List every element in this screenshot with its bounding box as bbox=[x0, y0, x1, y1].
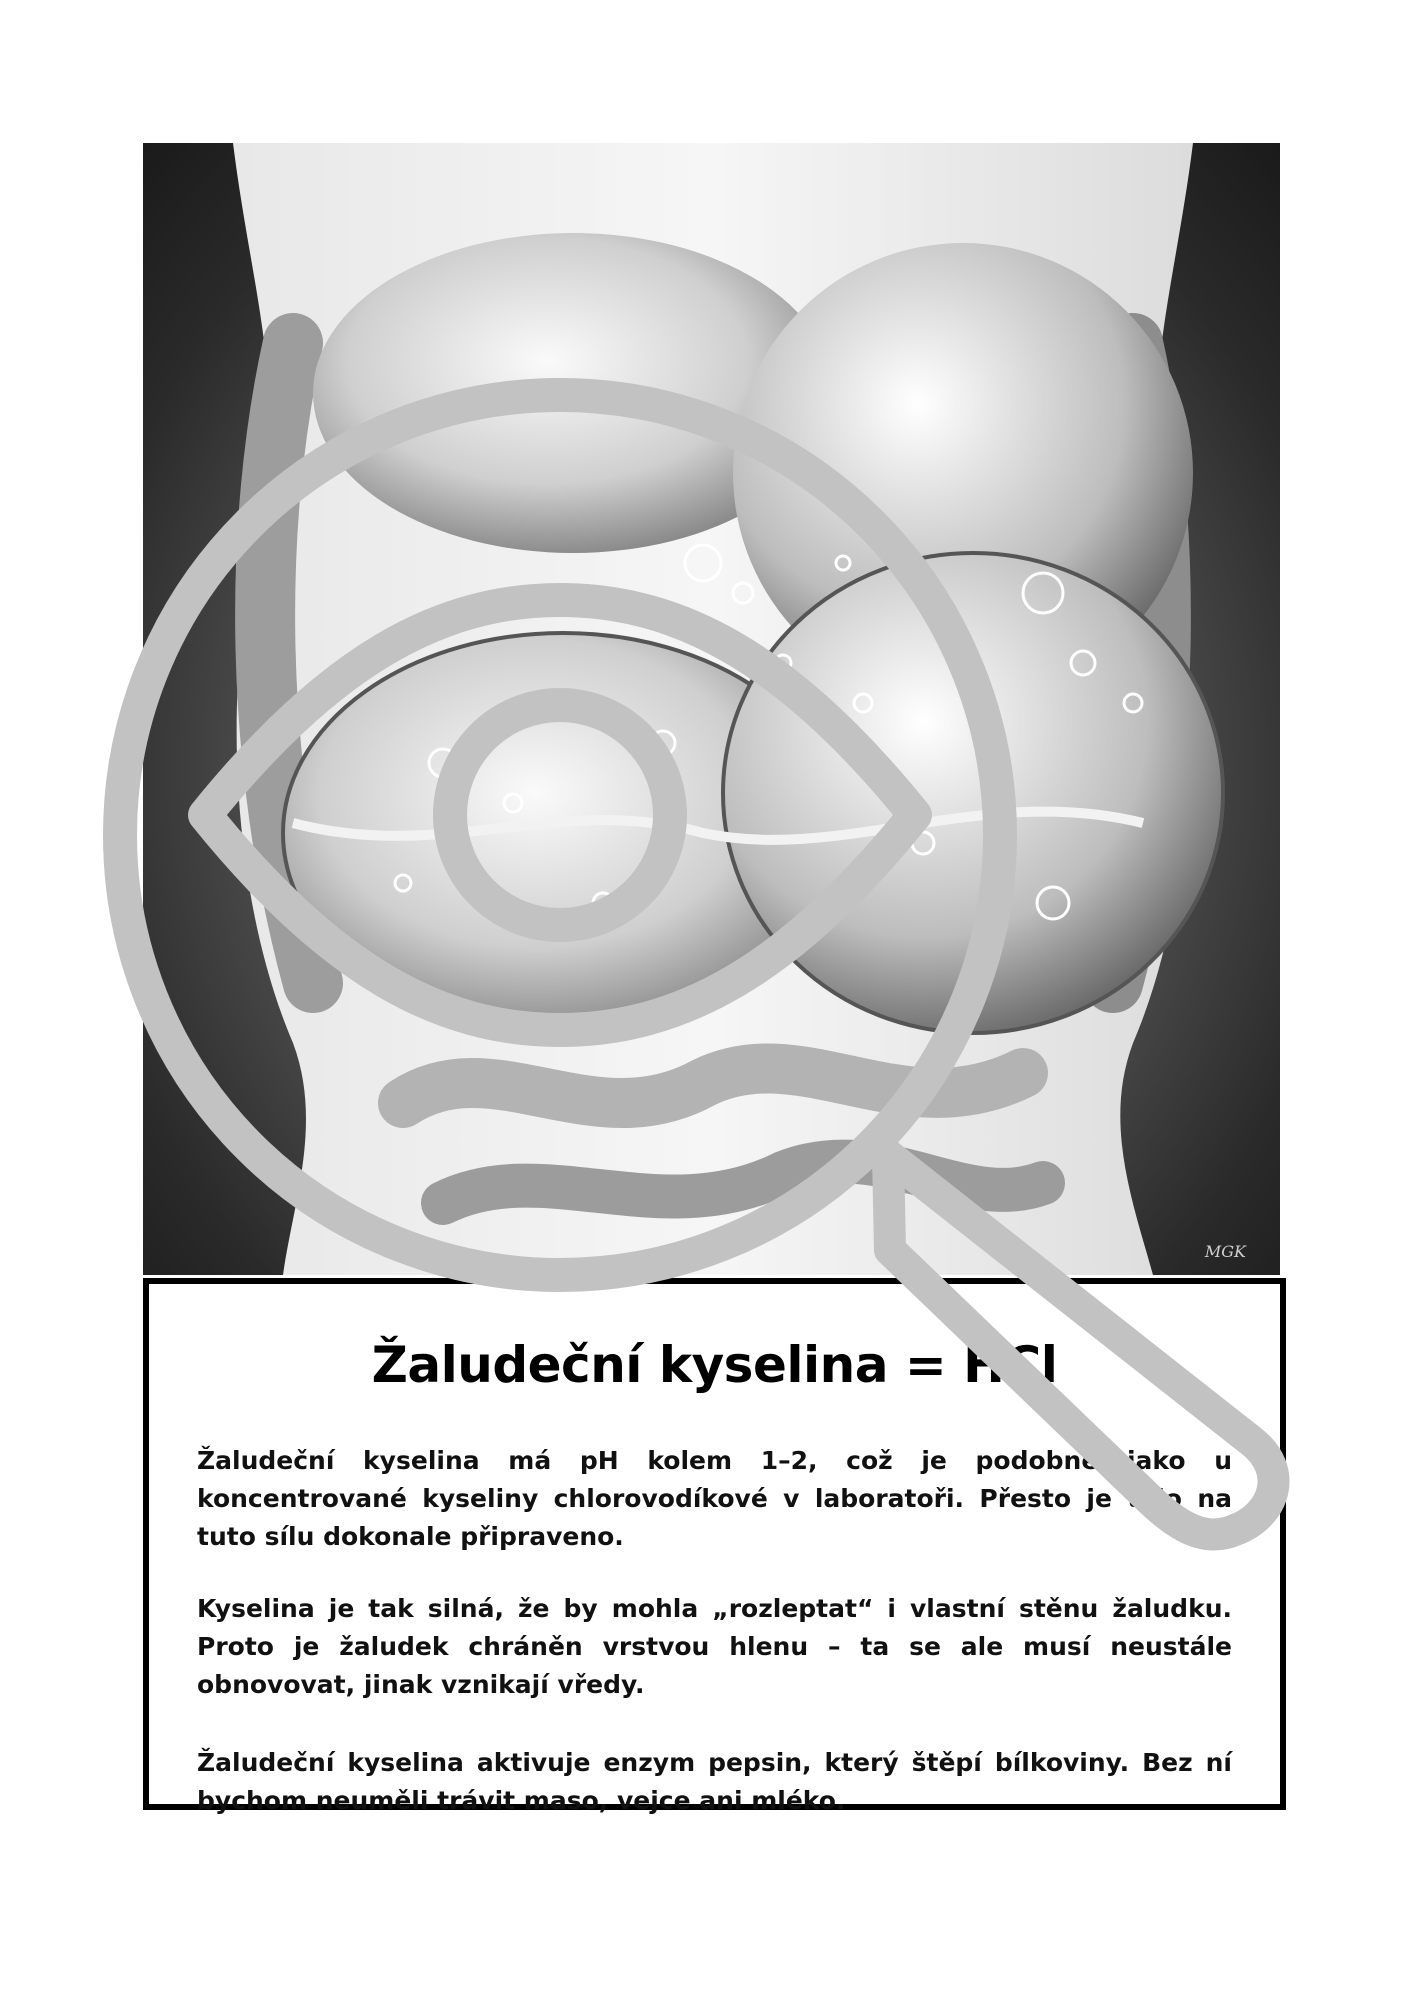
artist-signature: MGK bbox=[1204, 1242, 1246, 1261]
paragraph-pepsin: Žaludeční kyselina aktivuje enzym pepsin, který štěpí bílkoviny. Bez ní bychom neuměli trávit maso, vejce ani mléko. bbox=[197, 1748, 1232, 1815]
anatomy-drawing bbox=[143, 143, 1280, 1275]
paragraph-mucus: Kyselina je tak silná, že by mohla „rozleptat“ i vlastní stěnu žaludku. Proto je žaludek chráněn vrstvou hlenu – ta se ale musí neustále obnovovat, jinak vznikají vředy. bbox=[197, 1594, 1232, 1699]
info-card bbox=[143, 1278, 1286, 1815]
stomach-illustration bbox=[143, 143, 1280, 1275]
paragraph-ph: Žaludeční kyselina má pH kolem 1–2, což je podobné jako u koncentrované kyseliny chlorovodíkové v laboratoři. Přesto je tělo na tuto sílu dokonale připraveno. bbox=[197, 1446, 1232, 1551]
card-title: Žaludeční kyselina = HCl bbox=[371, 1336, 1058, 1394]
